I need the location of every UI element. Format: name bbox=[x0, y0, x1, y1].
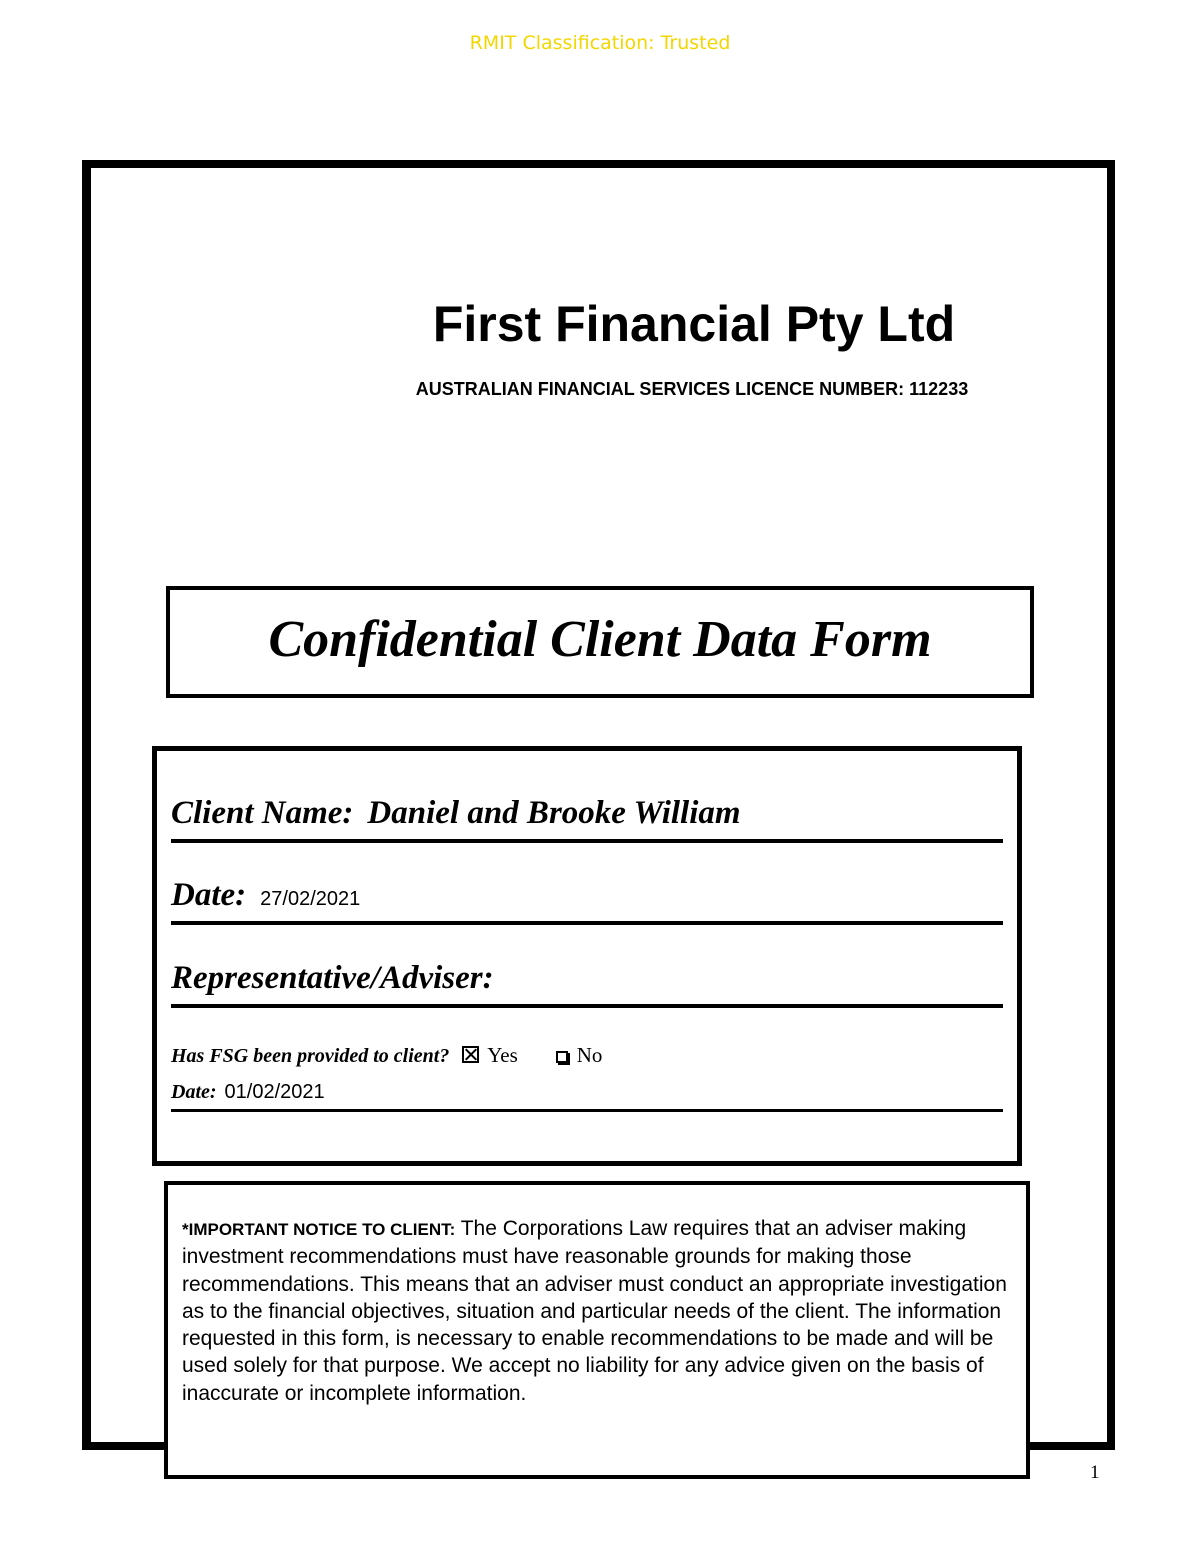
client-details-box bbox=[152, 746, 1022, 1166]
client-name-label: Client Name: bbox=[171, 795, 354, 831]
date-label: Date: bbox=[171, 877, 247, 913]
page-number: 1 bbox=[1090, 1462, 1100, 1483]
form-title-box bbox=[166, 586, 1034, 698]
fsg-date-value: 01/02/2021 bbox=[224, 1081, 325, 1103]
classification-header: RMIT Classification: Trusted bbox=[469, 32, 731, 54]
date-row bbox=[171, 877, 1003, 925]
fsg-question-label: Has FSG been provided to client? bbox=[171, 1045, 450, 1067]
fsg-no-checkbox[interactable] bbox=[556, 1051, 568, 1063]
fsg-date-label: Date: bbox=[171, 1081, 217, 1103]
notice-text bbox=[182, 1215, 1018, 1407]
client-name-row bbox=[171, 795, 1003, 843]
fsg-date-row bbox=[171, 1081, 1003, 1112]
fsg-no-label: No bbox=[576, 1043, 603, 1067]
important-notice-box bbox=[164, 1181, 1030, 1479]
notice-lead: *IMPORTANT NOTICE TO CLIENT: bbox=[182, 1220, 456, 1239]
client-name-value: Daniel and Brooke William bbox=[367, 795, 741, 831]
fsg-question-row bbox=[171, 1043, 602, 1068]
form-title: Confidential Client Data Form bbox=[268, 611, 932, 668]
licence-number: AUSTRALIAN FINANCIAL SERVICES LICENCE NUMBER: 112233 bbox=[415, 379, 969, 399]
date-value: 27/02/2021 bbox=[260, 888, 361, 910]
representative-row bbox=[171, 960, 1003, 1008]
fsg-yes-label: Yes bbox=[487, 1043, 518, 1067]
representative-label: Representative/Adviser: bbox=[171, 960, 494, 996]
company-name: First Financial Pty Ltd bbox=[432, 296, 956, 352]
notice-body: The Corporations Law requires that an adviser making investment recommendations must have reasonable grounds for making those recommendations. This means that an adviser must conduct an appropriate investigation as to the financial objectives, situation and particular needs of the client. The information requested in this form, is necessary to enable recommendations to be made and will be used solely for that purpose. We accept no liability for any advice given on the basis of inaccurate or incomplete information. bbox=[182, 1217, 1007, 1405]
fsg-yes-checkbox[interactable] bbox=[462, 1046, 479, 1063]
